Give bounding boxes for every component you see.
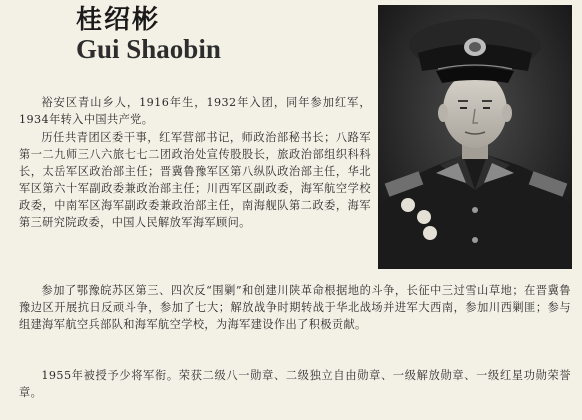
biography-paragraph-honors [19,367,571,401]
person-name-english: Gui Shaobin [76,34,221,64]
person-name-chinese: 桂绍彬 [76,5,161,35]
portrait-illustration [378,5,572,269]
biography-paragraph-origin: 裕安区青山乡人，1916年生，1932年入团，同年参加红军，1934年转入中国共产党。 [19,96,371,126]
biography-paragraph-campaigns [19,282,571,333]
honors-text: 1955年被授予少将军衔。荣获二级八一勋章、二级独立自由勋章、一级解放勋章、一级红星功勋荣誉章。 [19,369,571,399]
campaigns-text: 参加了鄂豫皖苏区第三、四次反“围剿”和创建川陕革命根据地的斗争，长征中三过雪山草地；在晋冀鲁豫边区开展抗日反顽斗争，参加了七大；解放战争时期转战于华北战场并进军大西南，参加川西剿匪；参与组建海军航空兵部队和海军航空学校，为海军建设作出了积极贡献。 [19,284,571,331]
biography-paragraph-positions: 历任共青团区委干事，红军营部书记，师政治部秘书长；八路军第一二九师三八六旅七七二团政治处宣传股股长，旅政治部组织科科长，太岳军区政治部主任；晋冀鲁豫军区第八纵队政治部主任，华北军区第六十军副政委兼政治部主任；川西军区副政委，海军航空学校政委，中南军区海军副政委兼政治部主任，南海舰队第二政委，海军第三研究院政委，中国人民解放军海军顾问。 [19,131,371,229]
portrait-photo [378,5,572,269]
